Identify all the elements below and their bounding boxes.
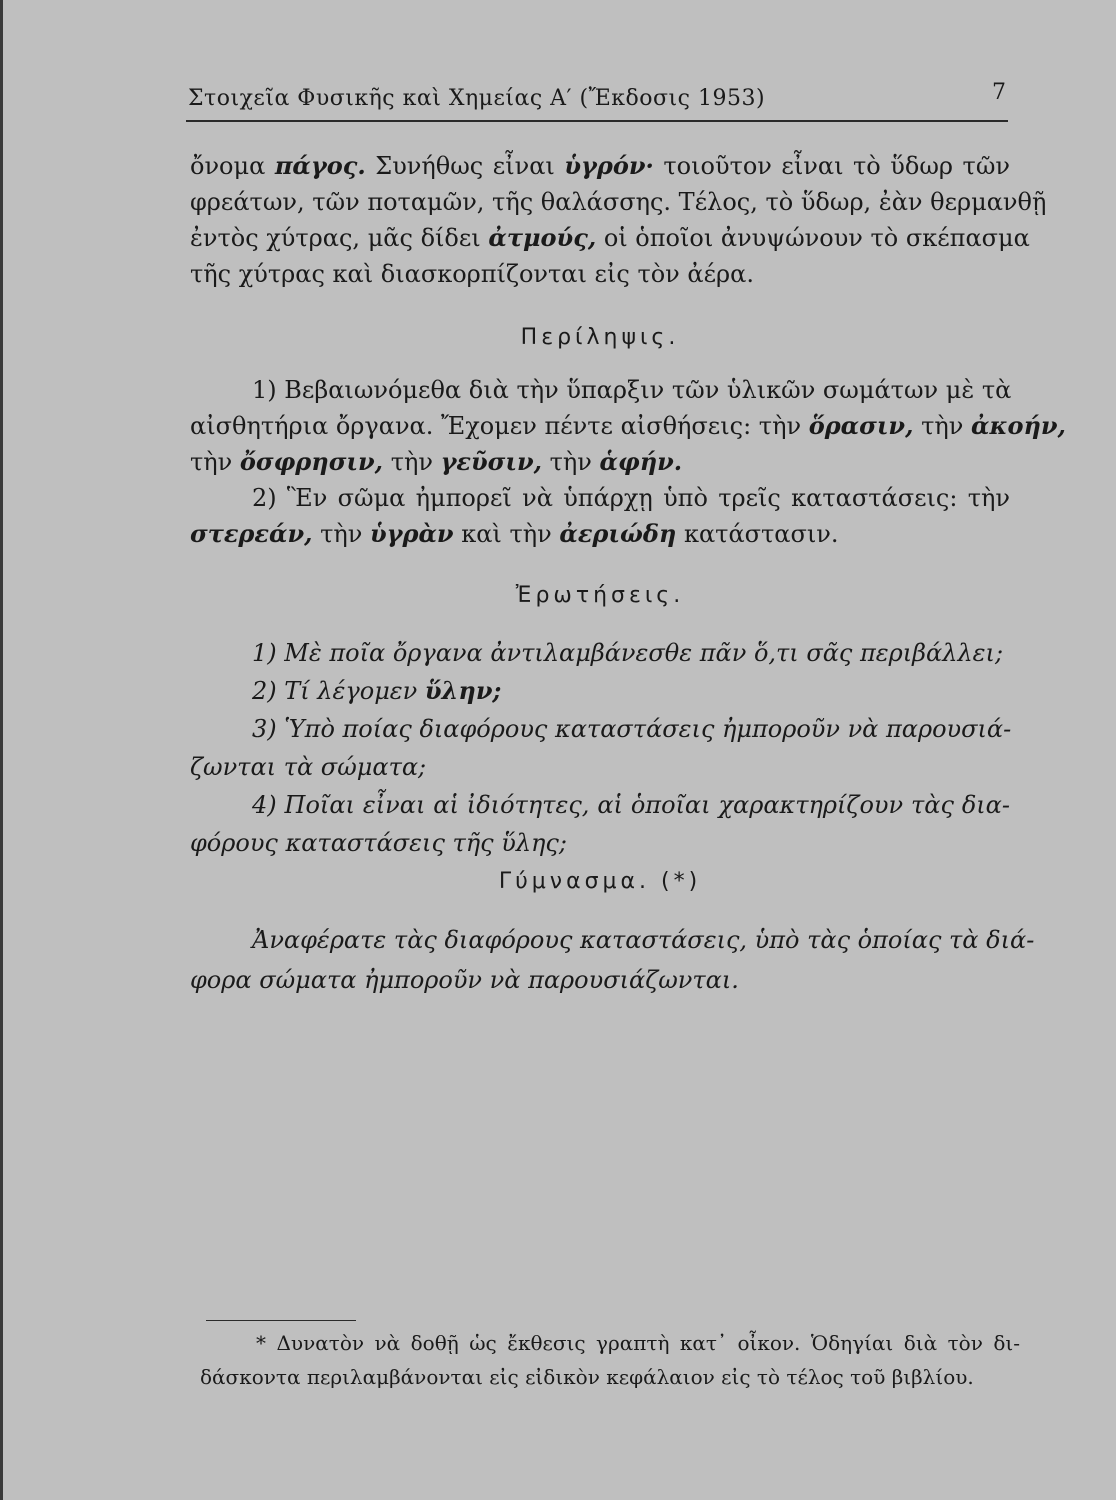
footnote-rule [206, 1320, 356, 1321]
footnote-line-1: * Δυνατὸν νὰ δοθῇ ὡς ἔκθεσις γραπτὴ κατ᾽ οἶκον. Ὁδηγίαι διὰ τὸν δι- [256, 1331, 1020, 1355]
exercise-line-1: Ἀναφέρατε τὰς διαφόρους καταστάσεις, ὑπὸ τὰς ὁποίας τὰ διά- [252, 926, 1035, 954]
page-number: 7 [992, 80, 1006, 105]
term-aeriodi: ἀεριώδη [559, 519, 677, 548]
question-2: 2) Τί λέγομεν ὕλην; [252, 676, 502, 705]
footnote [200, 1326, 1020, 1394]
exercise-heading: Γύμνασμα. (*) [498, 869, 702, 894]
term-hygron: ὑγρόν· [564, 151, 654, 180]
header-title: Στοιχεῖα Φυσικῆς καὶ Χημείας Α′ (Ἔκδοσις 1953) [188, 86, 766, 111]
question-4-line-2: φόρους καταστάσεις τῆς ὕλης; [190, 829, 567, 857]
intro-line-1: ὄνομα πάγος. Συνήθως εἶναι ὑγρόν· τοιοῦτον εἶναι τὸ ὕδωρ τῶν [190, 151, 1010, 180]
term-akoin: ἀκοήν, [970, 411, 1066, 440]
term-ylin: ὕλην; [424, 676, 502, 705]
summary-p1-line-3: τὴν ὄσφρησιν, τὴν γεῦσιν, τὴν ἁφήν. [190, 447, 683, 476]
summary-p1-line-2: αἰσθητήρια ὄργανα. Ἔχομεν πέντε αἰσθήσεις: τὴν ὅρασιν, τὴν ἀκοήν, [190, 411, 1066, 440]
summary-p1-line-1: 1) Βεβαιωνόμεθα διὰ τὴν ὕπαρξιν τῶν ὑλικῶν σωμάτων μὲ τὰ [252, 376, 1012, 404]
question-3-line-1: 3) Ὑπὸ ποίας διαφόρους καταστάσεις ἠμποροῦν νὰ παρουσιά- [252, 715, 1012, 743]
summary-p2-line-1: 2) Ἓν σῶμα ἠμπορεῖ νὰ ὑπάρχῃ ὑπὸ τρεῖς καταστάσεις: τὴν [252, 484, 1010, 512]
footnote-line-2: δάσκοντα περιλαμβάνονται εἰς εἰδικὸν κεφάλαιον εἰς τὸ τέλος τοῦ βιβλίου. [200, 1365, 974, 1389]
page-edge [0, 0, 3, 1500]
intro-line-2: φρεάτων, τῶν ποταμῶν, τῆς θαλάσσης. Τέλος, τὸ ὕδωρ, ἐὰν θερμανθῇ [190, 188, 1047, 216]
term-orasin: ὅρασιν, [808, 411, 914, 440]
summary-p2-line-2: στερεάν, τὴν ὑγρὰν καὶ τὴν ἀεριώδη κατάστασιν. [190, 519, 839, 548]
question-4-line-1: 4) Ποῖαι εἶναι αἱ ἰδιότητες, αἱ ὁποῖαι χαρακτηρίζουν τὰς δια- [252, 791, 1010, 819]
term-pagos: πάγος. [274, 151, 366, 180]
summary-heading: Περίληψις. [520, 325, 680, 350]
questions-section [190, 634, 1010, 862]
exercise-line-2: φορα σώματα ἠμποροῦν νὰ παρουσιάζωνται. [190, 966, 739, 994]
questions-heading: Ἐρωτήσεις. [515, 583, 685, 608]
term-hygran: ὑγρὰν [370, 519, 454, 548]
term-atmous: ἀτμούς, [488, 223, 597, 252]
running-header [186, 80, 1008, 122]
intro-line-3: ἐντὸς χύτρας, μᾶς δίδει ἀτμούς, οἱ ὁποῖοι ἀνυψώνουν τὸ σκέπασμα [190, 223, 1030, 252]
exercise-section [190, 920, 1035, 1000]
question-3-line-2: ζωνται τὰ σώματα; [190, 753, 427, 781]
term-osfrisin: ὄσφρησιν, [239, 447, 384, 476]
intro-line-4: τῆς χύτρας καὶ διασκορπίζονται εἰς τὸν ἀέρα. [190, 260, 754, 288]
intro-paragraph [190, 148, 1047, 292]
term-afin: ἁφήν. [599, 447, 683, 476]
summary-section [190, 372, 1066, 552]
term-geusin: γεῦσιν, [440, 447, 542, 476]
question-1: 1) Μὲ ποῖα ὄργανα ἀντιλαμβάνεσθε πᾶν ὅ,τι σᾶς περιβάλλει; [252, 639, 1004, 667]
term-sterean: στερεάν, [190, 519, 313, 548]
